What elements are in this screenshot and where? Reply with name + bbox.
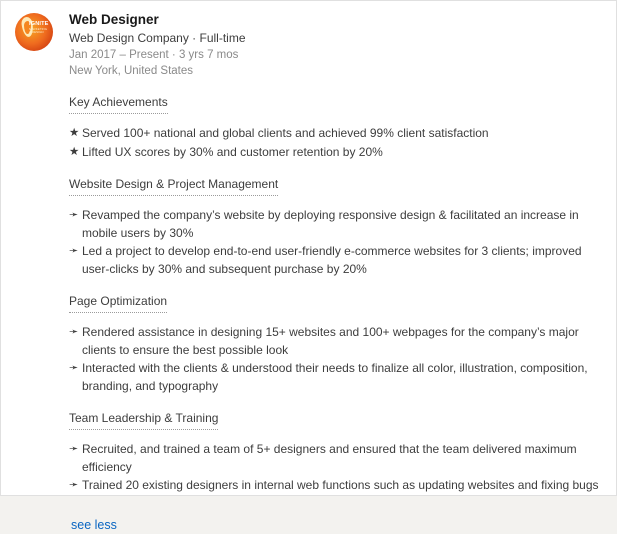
section-heading: Page Optimization xyxy=(69,294,167,313)
bullet-item xyxy=(69,477,602,495)
logo-brand-line1: IGNITE xyxy=(29,21,49,27)
arrow-bullet-icon: ➛ xyxy=(69,326,79,338)
bullet-text: Revamped the company’s website by deploying responsive design & facilitated an increase in mobile users by 30% xyxy=(82,208,579,240)
description-section xyxy=(69,93,602,161)
bullet-text: Trained 20 existing designers in internal web functions such as updating websites and fixing bugs xyxy=(82,478,599,492)
bullet-text: Recruited, and trained a team of 5+ designers and ensured that the team delivered maximum efficiency xyxy=(82,442,577,474)
bullet-item xyxy=(69,324,602,359)
arrow-bullet-icon: ➛ xyxy=(69,479,79,491)
bullet-item xyxy=(69,144,602,162)
employment-dates: Jan 2017 – Present · 3 yrs 7 mos xyxy=(69,49,239,61)
section-bullets xyxy=(69,324,602,395)
see-less-link[interactable]: see less xyxy=(71,517,117,532)
section-bullets xyxy=(69,125,602,161)
star-bullet-icon: ★ xyxy=(69,127,80,139)
bullet-text: Led a project to develop end-to-end user-friendly e-commerce websites for 3 clients; improved user-clicks by 30% and subsequent purchase by 20% xyxy=(82,244,582,276)
bullet-item xyxy=(69,243,602,278)
description-section xyxy=(69,409,602,495)
bullet-text: Lifted UX scores by 30% and customer retention by 20% xyxy=(82,144,383,159)
arrow-bullet-icon: ➛ xyxy=(69,209,79,221)
section-heading: Team Leadership & Training xyxy=(69,411,218,430)
ignite-flame-logo-icon xyxy=(15,13,53,51)
bullet-text: Interacted with the clients & understood their needs to finalize all color, illustration, composition, branding, and typography xyxy=(82,361,588,393)
section-bullets xyxy=(69,207,602,278)
experience-body xyxy=(65,11,602,496)
bullet-text: Rendered assistance in designing 15+ websites and 100+ webpages for the company’s major clients to ensure the best possible look xyxy=(82,325,579,357)
arrow-bullet-icon: ➛ xyxy=(69,443,79,455)
company-logo-column xyxy=(15,11,65,51)
description-section xyxy=(69,292,602,395)
star-bullet-icon: ★ xyxy=(69,145,80,158)
logo-wordmark xyxy=(29,22,50,34)
logo-brand-line3: & DESIGN xyxy=(29,29,44,34)
bullet-item xyxy=(69,125,602,143)
arrow-bullet-icon: ➛ xyxy=(69,362,79,374)
section-heading: Website Design & Project Management xyxy=(69,177,278,196)
section-heading: Key Achievements xyxy=(69,95,168,114)
company-name-and-employment-type: Web Design Company · Full-time xyxy=(69,31,246,45)
logo-brand-line2: MARKETING xyxy=(29,26,48,31)
bullet-item xyxy=(69,441,602,476)
experience-entry xyxy=(15,11,602,496)
section-bullets xyxy=(69,441,602,495)
bullet-text: Served 100+ national and global clients and achieved 99% client satisfaction xyxy=(82,126,489,140)
arrow-bullet-icon: ➛ xyxy=(69,245,79,257)
bullet-item xyxy=(69,207,602,242)
see-less-row xyxy=(15,506,602,534)
job-location: New York, United States xyxy=(69,65,194,77)
description-section xyxy=(69,175,602,278)
bullet-item xyxy=(69,360,602,395)
job-title: Web Designer xyxy=(69,12,159,27)
